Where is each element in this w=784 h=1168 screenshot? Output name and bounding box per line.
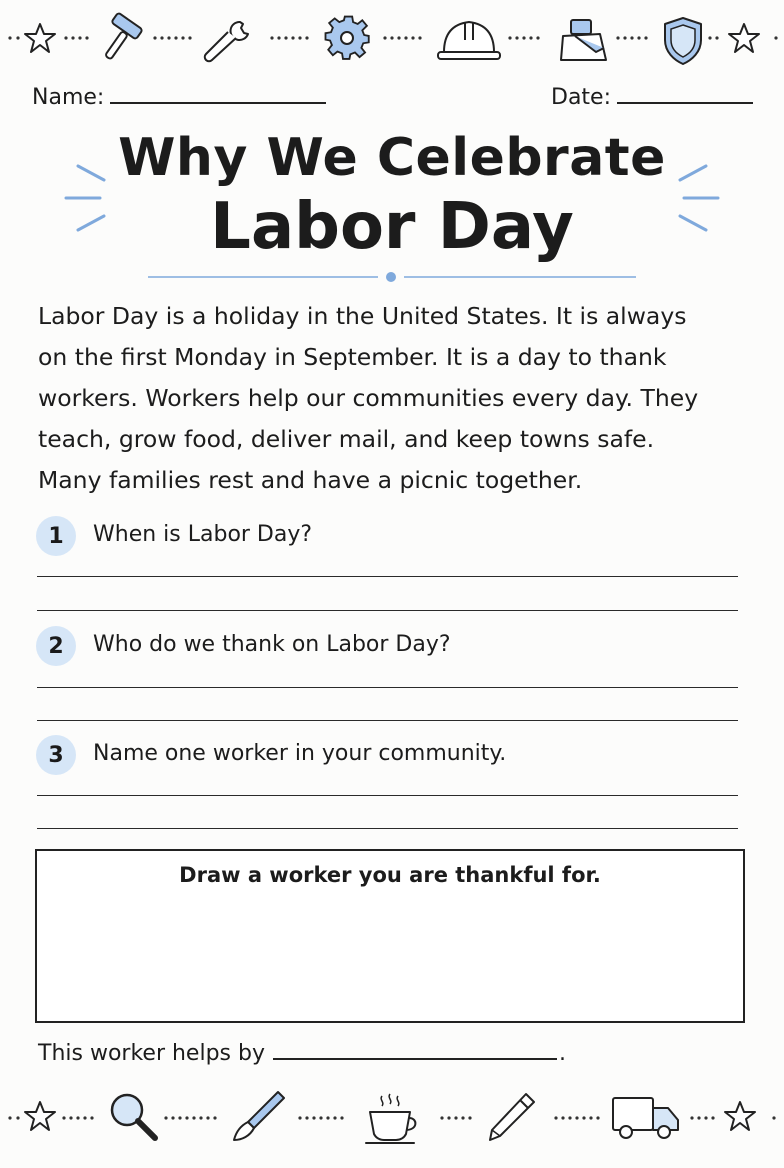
- page-title-line2: Labor Day: [210, 190, 574, 264]
- name-label: Name:: [32, 85, 105, 110]
- title-decoration: [0, 0, 784, 290]
- coffee-cup-icon: [366, 1094, 415, 1143]
- reading-passage: [38, 296, 758, 501]
- passage-line: Labor Day is a holiday in the United States. It is always: [38, 302, 687, 330]
- date-label: Date:: [551, 85, 611, 110]
- sentence-completion[interactable]: [38, 1040, 566, 1066]
- sentence-start: This worker helps by: [38, 1041, 265, 1066]
- answer-line[interactable]: [37, 576, 738, 577]
- question-text: Name one worker in your community.: [93, 741, 507, 766]
- answer-line[interactable]: [37, 720, 738, 721]
- answer-line[interactable]: [37, 610, 738, 611]
- star-icon: [25, 1102, 55, 1130]
- drawing-prompt: Draw a worker you are thankful for.: [179, 863, 601, 887]
- magnifier-icon: [112, 1095, 155, 1138]
- passage-line: workers. Workers help our communities every day. They: [38, 384, 699, 412]
- star-icon: [725, 1102, 755, 1130]
- answer-line[interactable]: [37, 828, 738, 829]
- passage-line: Many families rest and have a picnic together.: [38, 466, 583, 494]
- drawing-box[interactable]: [35, 849, 745, 1023]
- sentence-blank[interactable]: [273, 1040, 557, 1060]
- question-number-badge: 3: [36, 735, 76, 775]
- truck-icon: [613, 1098, 678, 1138]
- passage-line: on the first Monday in September. It is a day to thank: [38, 343, 667, 371]
- question-text: Who do we thank on Labor Day?: [93, 632, 451, 657]
- answer-line[interactable]: [37, 687, 738, 688]
- question-text: When is Labor Day?: [93, 522, 313, 547]
- passage-line: teach, grow food, deliver mail, and keep towns safe.: [38, 425, 655, 453]
- paintbrush-icon: [234, 1092, 284, 1140]
- bottom-icon-border: [0, 1088, 784, 1148]
- question-number-badge: 1: [36, 516, 76, 556]
- question-number-badge: 2: [36, 626, 76, 666]
- pencil-icon: [490, 1094, 534, 1140]
- page-title-line1: Why We Celebrate: [118, 128, 666, 188]
- sentence-end: .: [558, 1041, 566, 1066]
- answer-line[interactable]: [37, 795, 738, 796]
